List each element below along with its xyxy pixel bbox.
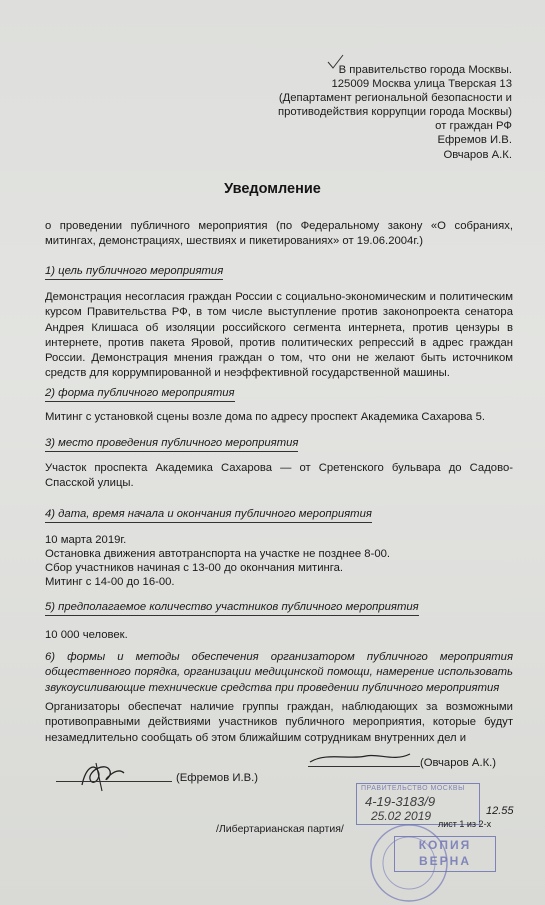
intro-paragraph: о проведении публичного мероприятия (по Федеральному закону «О собраниях, митингах, демонстрациях, шествиях и пикетированиях» от 19.06.2004г.) — [45, 220, 513, 248]
section-body-place: Участок проспекта Академика Сахарова — от Сретенского бульвара до Садово-Спасской улицы. — [45, 462, 513, 490]
document-title: Уведомление — [224, 181, 321, 197]
datetime-line: Сбор участников начиная с 13-00 до окончания митинга. — [45, 562, 344, 574]
signature-efremov — [72, 757, 134, 795]
stamp-header: ПРАВИТЕЛЬСТВО МОСКВЫ — [361, 785, 465, 792]
copy-stamp-line2: ВЕРНА — [418, 854, 471, 868]
stamp-date: 25.02 2019 — [371, 809, 432, 823]
datetime-line: Митинг с 14-00 до 16-00. — [45, 576, 175, 588]
sheet-note: лист 1 из 2-х — [438, 819, 492, 829]
section-heading-place: 3) место проведения публичного мероприятия — [45, 437, 298, 452]
copy-stamp-line1: КОПИЯ — [418, 838, 472, 852]
section-body-form: Митинг с установкой сцены возле дома по адресу проспект Академика Сахарова 5. — [45, 411, 485, 423]
sender-name: Ефремов И.В. — [437, 134, 512, 147]
addressee-line: В правительство города Москвы. — [338, 64, 512, 76]
addressee-line: противодействия коррупции города Москвы) — [278, 106, 512, 119]
signature-line-left — [56, 781, 172, 782]
addressee-line: 125009 Москва улица Тверская 13 — [331, 78, 512, 91]
copy-certified-stamp — [394, 836, 496, 872]
sender-line: от граждан РФ — [435, 120, 512, 133]
signature-name-right: (Овчаров А.К.) — [420, 757, 497, 769]
section-heading-methods: 6) формы и методы обеспечения организатором публичного мероприятия общественного порядка, организации медицинской помощи, намерение использовать звукоусиливающие технические средства при проведении публичного мероприятия — [45, 651, 513, 694]
section-body-goal: Демонстрация несогласия граждан России с социально-экономическим и политическим курсом Правительства РФ, в том числе выступление против законопроекта сенатора Андрея Клишаса об изоляции российского сегмента интернета, против цензуры в интернете, против пакета Яровой, против политических репрессий в адрес граждан России. Демонстрация мнения граждан о том, что они не желают быть источником средств для коррумпированной и неэффективной государственной машины. — [45, 291, 513, 380]
signature-name-left: (Ефремов И.В.) — [176, 772, 259, 784]
section-heading-goal: 1) цель публичного мероприятия — [45, 265, 223, 280]
datetime-line: Остановка движения автотранспорта на участке не позднее 8-00. — [45, 548, 391, 560]
section-heading-datetime: 4) дата, время начала и окончания публичного мероприятия — [45, 508, 372, 523]
section-heading-count: 5) предполагаемое количество участников публичного мероприятия — [45, 601, 419, 616]
addressee-block — [262, 63, 512, 162]
party-name: /Либертарианская партия/ — [216, 823, 344, 835]
section-heading-form: 2) форма публичного мероприятия — [45, 387, 235, 402]
sender-name: Овчаров А.К. — [443, 148, 512, 161]
signature-line-right — [308, 766, 420, 767]
section-body-count: 10 000 человек. — [45, 629, 128, 641]
stamp-time: 12.55 — [486, 805, 514, 817]
datetime-line: 10 марта 2019г. — [45, 534, 127, 546]
stamp-number: 4-19-3183/9 — [365, 794, 436, 809]
addressee-line: (Департамент региональной безопасности и — [278, 92, 512, 105]
section-body-methods: Организаторы обеспечат наличие группы граждан, наблюдающих за возможными противоправными действиями участников публичного мероприятия, которые будут незамедлительно сообщать об этом ближайшим сотрудникам внутренних дел и — [45, 701, 513, 744]
